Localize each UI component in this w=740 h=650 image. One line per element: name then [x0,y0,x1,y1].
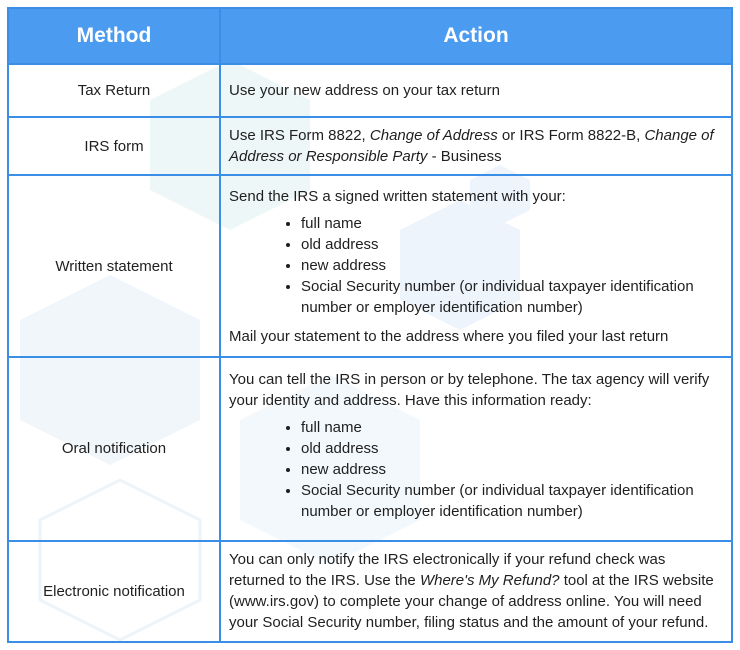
table-row-written-statement [8,175,732,357]
list-item: • old address [301,438,723,459]
action-text [229,125,723,167]
action-outro: Mail your statement to the address where you filed your last return [229,327,669,345]
change-of-address-methods-table [7,7,733,643]
header-action: Action [220,8,732,64]
action-intro: Send the IRS a signed written statement with your: [229,187,566,205]
action-text-part: - Business [427,148,502,166]
action-text-part: or IRS Form 8822-B, [497,127,645,145]
action-text: Use your new address on your tax return [229,82,500,100]
list-item: • Social Security number (or individual taxpayer identification number or employer identification number) [301,480,723,522]
action-text-part: Use IRS Form 8822, [229,127,370,145]
list-item: • Social Security number (or individual taxpayer identification number or employer identification number) [301,276,723,318]
list-item: • old address [301,234,723,255]
action-oral-notification [220,357,732,541]
action-written-statement [220,175,732,357]
required-info-list [229,213,723,318]
action-text [229,549,723,633]
action-electronic-notification [220,541,732,642]
form-8822-title: Change of Address [369,127,498,145]
table-row-irs-form [8,117,732,175]
table-row-tax-return [8,64,732,117]
method-oral-notification: Oral notification [8,357,220,541]
form-8822b-title: Change of Address or Responsible Party [229,127,714,166]
list-item: • new address [301,255,723,276]
header-method: Method [8,8,220,64]
table-header-row [8,8,732,64]
method-tax-return: Tax Return [8,64,220,117]
list-item: • full name [301,417,723,438]
action-intro: You can tell the IRS in person or by telephone. The tax agency will verify your identity and address. Have this information ready: [229,371,710,410]
list-item: • full name [301,213,723,234]
action-text-part: tool at the IRS website (www.irs.gov) to complete your change of address online. You will need your Social Security number, filing status and the amount of your refund. [229,572,714,632]
method-irs-form: IRS form [8,117,220,175]
required-info-list [229,417,723,522]
action-text-part: You can only notify the IRS electronically if your refund check was returned to the IRS. Use the [229,551,666,590]
table-row-oral-notification [8,357,732,541]
action-tax-return [220,64,732,117]
wheres-my-refund-tool-name: Where's My Refund? [419,572,560,590]
table-row-electronic-notification [8,541,732,642]
list-item: • new address [301,459,723,480]
action-irs-form [220,117,732,175]
method-written-statement: Written statement [8,175,220,357]
method-electronic-notification: Electronic notification [8,541,220,642]
